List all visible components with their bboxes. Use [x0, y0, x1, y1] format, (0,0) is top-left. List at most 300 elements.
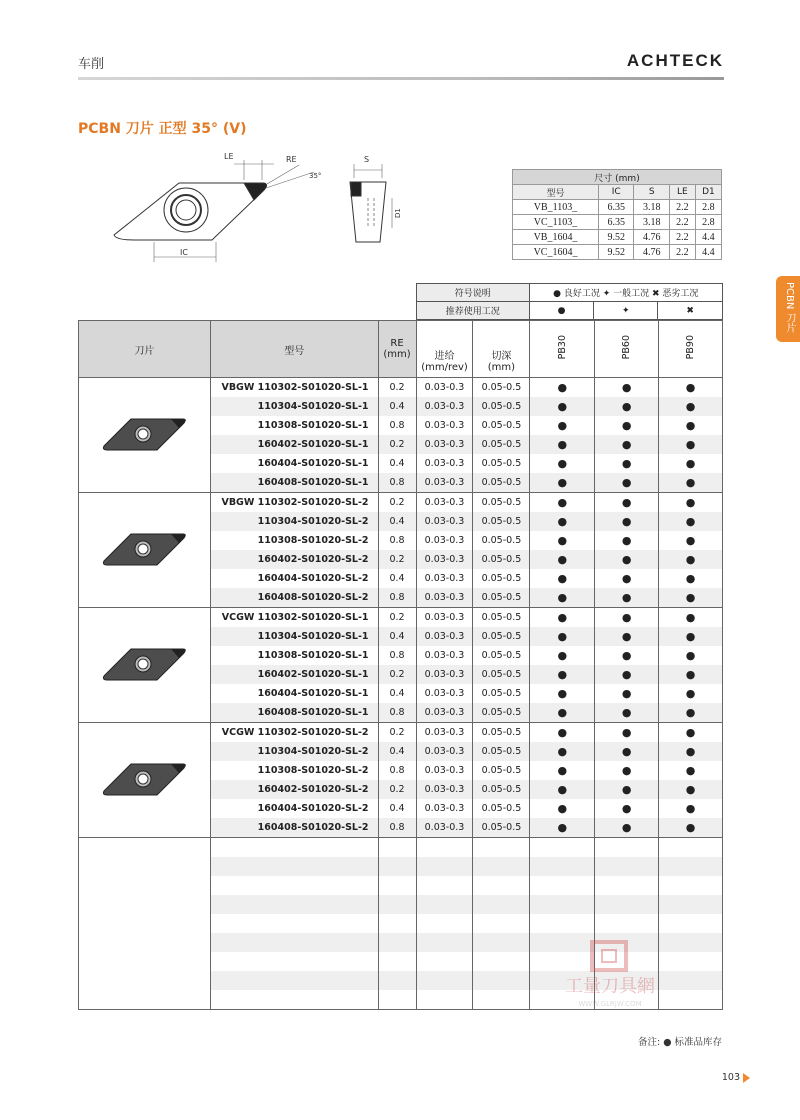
stock-dot-icon: ●: [659, 818, 723, 838]
stock-dot-icon: ●: [530, 723, 595, 743]
empty-cell: [416, 838, 473, 858]
empty-cell: [79, 914, 211, 933]
stock-dot-icon: ●: [595, 512, 659, 531]
stock-dot-icon: ●: [530, 742, 595, 761]
depth-cell: 0.05-0.5: [473, 416, 530, 435]
stock-dot-icon: ●: [659, 761, 723, 780]
stock-dot-icon: ●: [530, 703, 595, 723]
empty-cell: [79, 838, 211, 858]
condition-label: 推荐使用工况: [417, 302, 530, 320]
stock-dot-icon: ●: [595, 703, 659, 723]
empty-cell: [79, 876, 211, 895]
model-cell: 110304-S01020-SL-2: [210, 512, 378, 531]
empty-cell: [473, 971, 530, 990]
feed-cell: 0.03-0.3: [416, 493, 473, 513]
stock-dot-icon: ●: [530, 569, 595, 588]
depth-cell: 0.05-0.5: [473, 646, 530, 665]
feed-cell: 0.03-0.3: [416, 627, 473, 646]
condition-good-icon: ●: [529, 302, 594, 320]
stock-dot-icon: ●: [595, 646, 659, 665]
empty-cell: [79, 933, 211, 952]
empty-cell: [378, 933, 416, 952]
feed-cell: 0.03-0.3: [416, 684, 473, 703]
model-cell: VBGW 110302-S01020-SL-2: [210, 493, 378, 513]
empty-cell: [473, 857, 530, 876]
depth-cell: 0.05-0.5: [473, 473, 530, 493]
stock-dot-icon: ●: [595, 493, 659, 513]
footnote: 备注: ● 标准品库存: [637, 1037, 722, 1048]
empty-cell: [416, 876, 473, 895]
depth-cell: 0.05-0.5: [473, 723, 530, 743]
re-cell: 0.4: [378, 454, 416, 473]
dims-cell: 2.2: [669, 215, 695, 230]
model-cell: 160404-S01020-SL-1: [210, 684, 378, 703]
dims-cell: 2.2: [669, 245, 695, 260]
stock-dot-icon: ●: [530, 761, 595, 780]
stock-dot-icon: ●: [595, 818, 659, 838]
empty-cell: [530, 857, 595, 876]
empty-cell: [530, 838, 595, 858]
stock-dot-icon: ●: [530, 684, 595, 703]
re-cell: 0.2: [378, 723, 416, 743]
col-re: RE (mm): [378, 321, 416, 378]
empty-cell: [530, 876, 595, 895]
insert-image-cell: [79, 723, 211, 838]
dims-cell: 6.35: [599, 200, 634, 215]
empty-row: [79, 876, 723, 895]
stock-dot-icon: ●: [659, 550, 723, 569]
dims-cell: 2.8: [695, 215, 721, 230]
empty-cell: [416, 990, 473, 1010]
empty-cell: [416, 914, 473, 933]
re-cell: 0.8: [378, 761, 416, 780]
dims-cell: VC_1103_: [513, 215, 599, 230]
stock-dot-icon: ●: [659, 780, 723, 799]
col-grade-pb30: [530, 321, 595, 378]
empty-cell: [210, 971, 378, 990]
next-page-arrow-icon[interactable]: [743, 1073, 750, 1083]
re-cell: 0.4: [378, 397, 416, 416]
dims-caption: 尺寸 (mm): [513, 170, 722, 185]
feed-cell: 0.03-0.3: [416, 665, 473, 684]
stock-dot-icon: ●: [659, 799, 723, 818]
feed-cell: 0.03-0.3: [416, 454, 473, 473]
insert-image-cell: [79, 493, 211, 608]
re-label: RE: [286, 155, 297, 164]
depth-cell: 0.05-0.5: [473, 550, 530, 569]
stock-dot-icon: ●: [595, 569, 659, 588]
stock-dot-icon: ●: [530, 550, 595, 569]
d1-label: D1: [394, 208, 402, 218]
empty-cell: [659, 895, 723, 914]
dims-row: [513, 245, 722, 260]
re-cell: 0.2: [378, 550, 416, 569]
stock-dot-icon: ●: [530, 780, 595, 799]
depth-cell: 0.05-0.5: [473, 435, 530, 454]
dims-row: [513, 215, 722, 230]
feed-cell: 0.03-0.3: [416, 588, 473, 608]
stock-dot-icon: ●: [659, 454, 723, 473]
empty-cell: [473, 876, 530, 895]
empty-cell: [378, 952, 416, 971]
model-cell: VCGW 110302-S01020-SL-1: [210, 608, 378, 628]
stock-dot-icon: ●: [595, 473, 659, 493]
dims-cell: 9.52: [599, 230, 634, 245]
empty-cell: [378, 857, 416, 876]
empty-cell: [416, 971, 473, 990]
page-title: PCBN 刀片 正型 35° (V): [78, 121, 247, 137]
empty-row: [79, 838, 723, 858]
stock-dot-icon: ●: [659, 588, 723, 608]
stock-dot-icon: ●: [530, 435, 595, 454]
empty-cell: [473, 933, 530, 952]
model-cell: 160408-S01020-SL-2: [210, 588, 378, 608]
model-cell: VBGW 110302-S01020-SL-1: [210, 378, 378, 398]
stock-dot-icon: ●: [595, 684, 659, 703]
re-cell: 0.4: [378, 512, 416, 531]
col-feed: 进给 (mm/rev): [416, 321, 473, 378]
stock-dot-icon: ●: [530, 512, 595, 531]
empty-cell: [595, 857, 659, 876]
model-cell: 110308-S01020-SL-1: [210, 646, 378, 665]
s-label: S: [364, 155, 370, 164]
stock-dot-icon: ●: [659, 665, 723, 684]
re-cell: 0.8: [378, 818, 416, 838]
re-cell: 0.8: [378, 531, 416, 550]
brand-logo: ACHTECK: [626, 51, 724, 70]
dims-header: D1: [695, 185, 721, 200]
model-cell: 110308-S01020-SL-2: [210, 531, 378, 550]
empty-cell: [416, 895, 473, 914]
stock-dot-icon: ●: [530, 454, 595, 473]
empty-cell: [595, 914, 659, 933]
empty-cell: [210, 857, 378, 876]
stock-dot-icon: ●: [595, 435, 659, 454]
dims-cell: 2.2: [669, 200, 695, 215]
col-grade-pb60: [595, 321, 659, 378]
model-cell: 110304-S01020-SL-1: [210, 627, 378, 646]
empty-cell: [659, 857, 723, 876]
re-cell: 0.2: [378, 378, 416, 398]
model-cell: 160408-S01020-SL-2: [210, 818, 378, 838]
depth-cell: 0.05-0.5: [473, 684, 530, 703]
stock-dot-icon: ●: [659, 742, 723, 761]
depth-cell: 0.05-0.5: [473, 512, 530, 531]
model-cell: 110304-S01020-SL-1: [210, 397, 378, 416]
col-model: 型号: [210, 321, 378, 378]
empty-cell: [210, 838, 378, 858]
depth-cell: 0.05-0.5: [473, 799, 530, 818]
model-cell: 110308-S01020-SL-2: [210, 761, 378, 780]
depth-cell: 0.05-0.5: [473, 818, 530, 838]
model-cell: 160408-S01020-SL-1: [210, 473, 378, 493]
feed-cell: 0.03-0.3: [416, 608, 473, 628]
depth-cell: 0.05-0.5: [473, 454, 530, 473]
side-tab-label: PCBN 刀片: [784, 282, 795, 333]
stock-dot-icon: ●: [530, 493, 595, 513]
insert-top-view-diagram: [104, 150, 329, 265]
model-cell: 160402-S01020-SL-1: [210, 435, 378, 454]
feed-cell: 0.03-0.3: [416, 512, 473, 531]
model-cell: 110308-S01020-SL-1: [210, 416, 378, 435]
feed-cell: 0.03-0.3: [416, 569, 473, 588]
stock-dot-icon: ●: [595, 665, 659, 684]
depth-cell: 0.05-0.5: [473, 493, 530, 513]
re-cell: 0.4: [378, 569, 416, 588]
stock-dot-icon: ●: [659, 435, 723, 454]
table-row: [79, 723, 723, 743]
re-cell: 0.8: [378, 703, 416, 723]
empty-cell: [473, 838, 530, 858]
stock-dot-icon: ●: [595, 742, 659, 761]
dims-cell: 2.8: [695, 200, 721, 215]
stock-dot-icon: ●: [595, 799, 659, 818]
stock-dot-icon: ●: [659, 627, 723, 646]
stock-dot-icon: ●: [530, 397, 595, 416]
dims-cell: 6.35: [599, 215, 634, 230]
empty-cell: [530, 914, 595, 933]
stock-dot-icon: ●: [530, 378, 595, 398]
stock-dot-icon: ●: [595, 378, 659, 398]
depth-cell: 0.05-0.5: [473, 608, 530, 628]
insert-image: [101, 530, 187, 568]
insert-image-cell: [79, 608, 211, 723]
stock-dot-icon: ●: [659, 531, 723, 550]
depth-cell: 0.05-0.5: [473, 761, 530, 780]
stock-dot-icon: ●: [530, 799, 595, 818]
le-label: LE: [224, 152, 234, 161]
feed-cell: 0.03-0.3: [416, 742, 473, 761]
stock-dot-icon: ●: [530, 627, 595, 646]
empty-cell: [79, 857, 211, 876]
stock-dot-icon: ●: [595, 454, 659, 473]
section-label: 车削: [78, 57, 105, 72]
insert-image: [101, 415, 187, 453]
feed-cell: 0.03-0.3: [416, 378, 473, 398]
empty-cell: [416, 857, 473, 876]
empty-cell: [378, 971, 416, 990]
re-cell: 0.2: [378, 608, 416, 628]
svg-text:工量刀具網: 工量刀具網: [565, 976, 655, 997]
feed-cell: 0.03-0.3: [416, 761, 473, 780]
stock-dot-icon: ●: [530, 416, 595, 435]
table-row: [79, 378, 723, 398]
model-cell: VCGW 110302-S01020-SL-2: [210, 723, 378, 743]
stock-dot-icon: ●: [595, 761, 659, 780]
re-cell: 0.4: [378, 742, 416, 761]
empty-cell: [79, 990, 211, 1010]
feed-cell: 0.03-0.3: [416, 646, 473, 665]
dims-cell: 4.4: [695, 230, 721, 245]
stock-dot-icon: ●: [659, 703, 723, 723]
dims-row: [513, 230, 722, 245]
stock-dot-icon: ●: [659, 684, 723, 703]
insert-image-cell: [79, 378, 211, 493]
stock-dot-icon: ●: [530, 646, 595, 665]
empty-cell: [378, 895, 416, 914]
stock-dot-icon: ●: [530, 818, 595, 838]
dims-header: IC: [599, 185, 634, 200]
header-divider: [78, 77, 724, 80]
svg-text:WWW.GLRJW.COM: WWW.GLRJW.COM: [578, 1000, 642, 1008]
re-cell: 0.4: [378, 627, 416, 646]
dims-cell: VC_1604_: [513, 245, 599, 260]
col-depth: 切深 (mm): [473, 321, 530, 378]
insert-image: [101, 645, 187, 683]
dimensions-table: [512, 169, 722, 260]
model-cell: 160402-S01020-SL-1: [210, 665, 378, 684]
stock-dot-icon: ●: [595, 531, 659, 550]
re-cell: 0.8: [378, 416, 416, 435]
stock-dot-icon: ●: [595, 723, 659, 743]
feed-cell: 0.03-0.3: [416, 435, 473, 454]
dims-cell: 2.2: [669, 230, 695, 245]
stock-dot-icon: ●: [595, 416, 659, 435]
empty-row: [79, 914, 723, 933]
ic-label: IC: [180, 248, 188, 257]
empty-row: [79, 895, 723, 914]
depth-cell: 0.05-0.5: [473, 627, 530, 646]
model-cell: 160404-S01020-SL-1: [210, 454, 378, 473]
col-grade-pb90: [659, 321, 723, 378]
feed-cell: 0.03-0.3: [416, 818, 473, 838]
depth-cell: 0.05-0.5: [473, 588, 530, 608]
stock-dot-icon: ●: [595, 627, 659, 646]
re-cell: 0.2: [378, 665, 416, 684]
empty-cell: [79, 952, 211, 971]
stock-dot-icon: ●: [659, 608, 723, 628]
re-cell: 0.8: [378, 588, 416, 608]
empty-cell: [473, 990, 530, 1010]
feed-cell: 0.03-0.3: [416, 397, 473, 416]
empty-cell: [210, 990, 378, 1010]
empty-cell: [659, 876, 723, 895]
empty-cell: [473, 914, 530, 933]
side-category-tab[interactable]: [776, 276, 800, 342]
stock-dot-icon: ●: [659, 723, 723, 743]
model-cell: 110304-S01020-SL-2: [210, 742, 378, 761]
stock-dot-icon: ●: [530, 665, 595, 684]
empty-cell: [595, 876, 659, 895]
condition-bad-icon: ✖: [658, 302, 723, 320]
stock-dot-icon: ●: [595, 397, 659, 416]
depth-cell: 0.05-0.5: [473, 703, 530, 723]
re-cell: 0.8: [378, 473, 416, 493]
dims-cell: 4.76: [634, 230, 669, 245]
empty-cell: [659, 914, 723, 933]
empty-cell: [416, 933, 473, 952]
stock-dot-icon: ●: [659, 416, 723, 435]
dims-cell: 3.18: [634, 200, 669, 215]
stock-dot-icon: ●: [530, 473, 595, 493]
stock-dot-icon: ●: [659, 512, 723, 531]
empty-cell: [210, 876, 378, 895]
re-cell: 0.4: [378, 684, 416, 703]
dims-cell: 9.52: [599, 245, 634, 260]
depth-cell: 0.05-0.5: [473, 742, 530, 761]
empty-cell: [378, 990, 416, 1010]
re-cell: 0.4: [378, 799, 416, 818]
page-number: 103: [721, 1072, 740, 1083]
empty-cell: [210, 952, 378, 971]
empty-cell: [659, 838, 723, 858]
model-cell: 160402-S01020-SL-2: [210, 550, 378, 569]
model-cell: 160402-S01020-SL-2: [210, 780, 378, 799]
stock-dot-icon: ●: [595, 550, 659, 569]
re-cell: 0.2: [378, 780, 416, 799]
stock-dot-icon: ●: [659, 473, 723, 493]
dims-header: 型号: [513, 185, 599, 200]
insert-side-view-diagram: [342, 150, 402, 250]
insert-spec-table: [78, 320, 723, 1010]
empty-cell: [378, 876, 416, 895]
depth-cell: 0.05-0.5: [473, 780, 530, 799]
empty-cell: [378, 838, 416, 858]
col-insert: 刀片: [79, 321, 211, 378]
empty-cell: [595, 838, 659, 858]
empty-cell: [378, 914, 416, 933]
depth-cell: 0.05-0.5: [473, 569, 530, 588]
depth-cell: 0.05-0.5: [473, 665, 530, 684]
watermark: [540, 940, 680, 1020]
dims-cell: VB_1604_: [513, 230, 599, 245]
dims-header: S: [634, 185, 669, 200]
stock-dot-icon: ●: [530, 608, 595, 628]
grade-label: PB30: [556, 335, 568, 360]
stock-dot-icon: ●: [659, 378, 723, 398]
stock-dot-icon: ●: [659, 493, 723, 513]
dims-cell: VB_1103_: [513, 200, 599, 215]
feed-cell: 0.03-0.3: [416, 799, 473, 818]
dims-header: LE: [669, 185, 695, 200]
dims-row: [513, 200, 722, 215]
empty-cell: [416, 952, 473, 971]
dims-cell: 3.18: [634, 215, 669, 230]
re-cell: 0.2: [378, 435, 416, 454]
depth-cell: 0.05-0.5: [473, 397, 530, 416]
empty-cell: [210, 933, 378, 952]
depth-cell: 0.05-0.5: [473, 531, 530, 550]
stock-dot-icon: ●: [659, 397, 723, 416]
grade-label: PB90: [685, 335, 697, 360]
stock-dot-icon: ●: [530, 531, 595, 550]
empty-row: [79, 857, 723, 876]
stock-dot-icon: ●: [595, 780, 659, 799]
model-cell: 160404-S01020-SL-2: [210, 569, 378, 588]
feed-cell: 0.03-0.3: [416, 780, 473, 799]
feed-cell: 0.03-0.3: [416, 416, 473, 435]
dims-cell: 4.76: [634, 245, 669, 260]
empty-cell: [79, 895, 211, 914]
feed-cell: 0.03-0.3: [416, 473, 473, 493]
empty-cell: [530, 895, 595, 914]
model-cell: 160404-S01020-SL-2: [210, 799, 378, 818]
feed-cell: 0.03-0.3: [416, 723, 473, 743]
insert-image: [101, 760, 187, 798]
depth-cell: 0.05-0.5: [473, 378, 530, 398]
empty-cell: [210, 914, 378, 933]
table-row: [79, 608, 723, 628]
stock-dot-icon: ●: [595, 608, 659, 628]
stock-dot-icon: ●: [659, 569, 723, 588]
empty-cell: [210, 895, 378, 914]
empty-cell: [79, 971, 211, 990]
stock-dot-icon: ●: [595, 588, 659, 608]
stock-dot-icon: ●: [659, 646, 723, 665]
table-row: [79, 493, 723, 513]
grade-label: PB60: [621, 335, 633, 360]
angle-label: 35°: [309, 172, 322, 180]
